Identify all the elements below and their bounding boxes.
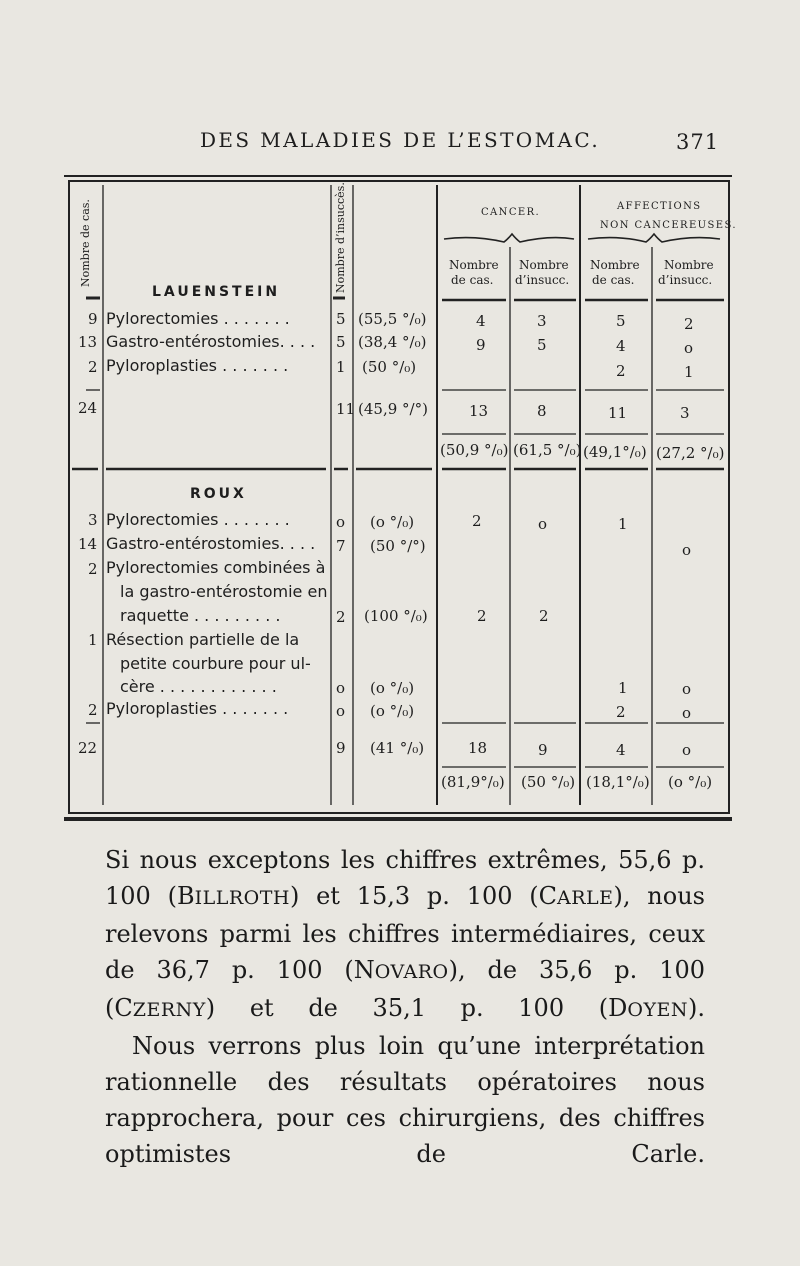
surname-smallcaps: ILLROTH [194, 887, 290, 909]
cell-insucces: 7 [336, 537, 346, 555]
cell-cas: 1 [88, 631, 98, 649]
cell-affections-insucc: o [682, 541, 692, 559]
header-nombre-de-cas: Nombre de cas. [79, 199, 92, 287]
cell-cancer-cas: 18 [468, 739, 488, 757]
cell-affections-insucc: o [682, 704, 692, 722]
paragraph [105, 842, 705, 1028]
cell-label: Pylorectomies . . . . . . . [106, 309, 290, 328]
cell-affections-insucc: 1 [684, 363, 694, 381]
text-run: ) et 15,3 p. 100 ( [289, 882, 539, 910]
surname-initial: B [176, 882, 195, 910]
surname-initial: C [114, 994, 133, 1022]
cell-insucces: o [336, 513, 346, 531]
page-header [0, 128, 800, 164]
cell-percent: (50 °/°) [370, 537, 426, 555]
cell-cancer-insucc: 8 [537, 402, 547, 420]
cell-cas: 2 [88, 358, 98, 376]
cell-label: la gastro-entérostomie en [120, 582, 328, 601]
cell-affections-cas: 11 [608, 404, 628, 422]
cell-label: Pylorectomies combinées à [106, 558, 326, 577]
cell-affections-cas-percent: (18,1°/₀) [586, 773, 650, 791]
cell-cas: 9 [88, 310, 98, 328]
cell-cas: 13 [78, 333, 98, 351]
cell-cancer-cas: 13 [469, 402, 489, 420]
cell-cancer-cas: 9 [476, 336, 486, 354]
surname-initial: D [608, 994, 628, 1022]
cell-percent: (o °/₀) [370, 702, 415, 720]
text-run: ). [688, 994, 705, 1022]
cell-affections-insucc-percent: (27,2 °/₀) [656, 444, 725, 462]
cell-insucces: 9 [336, 739, 346, 757]
cell-insucces: 5 [336, 310, 346, 328]
cell-affections-insucc-percent: (o °/₀) [668, 773, 713, 791]
surname-smallcaps: OVARO [374, 961, 449, 983]
cell-cas: 2 [88, 560, 98, 578]
cell-cancer-insucc-percent: (50 °/₀) [521, 773, 576, 791]
cell-percent: (o °/₀) [370, 679, 415, 697]
cell-cancer-insucc: 3 [537, 312, 547, 330]
subheader-affections-de-cas: de cas. [592, 273, 635, 287]
subheader-cancer-insucc-nombre: Nombre [519, 258, 569, 272]
cell-cancer-cas: 4 [476, 312, 486, 330]
section-title-roux: ROUX [190, 486, 247, 502]
cell-label: raquette . . . . . . . . . [120, 606, 281, 625]
cell-insucces: 5 [336, 333, 346, 351]
cell-percent: (o °/₀) [370, 513, 415, 531]
cell-cancer-cas: 2 [477, 607, 487, 625]
surname-smallcaps: ZERNY [132, 999, 206, 1021]
surname-smallcaps: ARLE [557, 887, 614, 909]
surname-initial: C [538, 882, 558, 910]
cell-affections-insucc: o [682, 680, 692, 698]
text-run: ), nous relevons parmi les chiffres intermédiaires, ceux de 36,7 p. 100 ( [105, 882, 705, 984]
subheader-cancer-nombre: Nombre [449, 258, 499, 272]
cell-affections-insucc: o [682, 741, 692, 759]
cell-affections-insucc: 2 [684, 315, 694, 333]
cell-label: cère . . . . . . . . . . . . [120, 677, 277, 696]
cell-affections-insucc: o [684, 339, 694, 357]
cell-insucces: 1 [336, 358, 346, 376]
cell-cancer-insucc: 2 [539, 607, 549, 625]
cell-percent: (50 °/₀) [362, 358, 417, 376]
cell-cancer-insucc: 9 [538, 741, 548, 759]
page-number: 371 [676, 130, 720, 154]
text-run: ) et de 35,1 p. 100 ( [205, 994, 609, 1022]
cell-affections-cas: 4 [616, 337, 626, 355]
cell-percent: (100 °/₀) [364, 607, 428, 625]
cell-label: Pyloroplasties . . . . . . . [106, 356, 289, 375]
cell-cas: 3 [88, 511, 98, 529]
cell-insucces: o [336, 702, 346, 720]
cell-cas: 14 [78, 535, 98, 553]
cell-cancer-insucc: 5 [537, 336, 547, 354]
cell-affections-cas-percent: (49,1°/₀) [583, 443, 647, 461]
cell-percent: (55,5 °/₀) [358, 310, 427, 328]
cell-affections-cas: 1 [618, 515, 628, 533]
subheader-cancer-dinsucc: d’insucc. [515, 273, 570, 287]
cell-label: Gastro-entérostomies. . . . [106, 534, 316, 553]
cell-label: petite courbure pour ul- [120, 654, 311, 673]
cell-cas: 2 [88, 701, 98, 719]
surname-initial: N [353, 956, 375, 984]
header-affections-line2: NON CANCEREUSES. [600, 220, 737, 231]
cell-affections-cas: 2 [616, 362, 626, 380]
cell-cancer-cas-percent: (50,9 °/₀) [440, 441, 509, 459]
subheader-affections-dinsucc: d’insucc. [658, 273, 713, 287]
cell-cancer-cas-percent: (81,9°/₀) [441, 773, 505, 791]
subheader-cancer-de-cas: de cas. [451, 273, 494, 287]
cell-label: Résection partielle de la [106, 630, 300, 649]
subheader-affections-nombre: Nombre [590, 258, 640, 272]
cell-insucces: 11 [336, 400, 356, 418]
section-title-lauenstein: LAUENSTEIN [152, 284, 281, 300]
cell-insucces: o [336, 679, 346, 697]
cell-label: Pylorectomies . . . . . . . [106, 510, 290, 529]
text-run: Si nous exceptons les chiffres extrêmes, 55,6 p. 100 ( [105, 846, 705, 910]
body-text [105, 842, 705, 1172]
cell-label: Gastro-entérostomies. . . . [106, 332, 316, 351]
cell-cas: 24 [78, 399, 98, 417]
running-title: DES MALADIES DE L’ESTOMAC. [200, 128, 601, 152]
cell-percent: (38,4 °/₀) [358, 333, 427, 351]
cell-cas: 22 [78, 739, 98, 757]
cell-insucces: 2 [336, 608, 346, 626]
cell-affections-cas: 2 [616, 703, 626, 721]
cell-affections-cas: 4 [616, 741, 626, 759]
header-nombre-insucces: Nombre d’insuccès. [334, 182, 347, 293]
text-run: ), de 35,6 p. 100 ( [105, 956, 705, 1022]
header-cancer: CANCER. [481, 207, 541, 218]
cell-cancer-insucc-percent: (61,5 °/₀) [513, 441, 582, 459]
subheader-affections-insucc-nombre: Nombre [664, 258, 714, 272]
header-affections-line1: AFFECTIONS [617, 201, 702, 212]
cell-cancer-cas: 2 [472, 512, 482, 530]
paragraph: Nous verrons plus loin qu’une interprétation rationnelle des résultats opératoires nous rapprochera, pour ces chirurgiens, des chiffres optimistes de Carle. [105, 1032, 705, 1168]
surname-smallcaps: OYEN [627, 999, 688, 1021]
cell-affections-cas: 1 [618, 679, 628, 697]
cell-percent: (41 °/₀) [370, 739, 425, 757]
cell-cancer-insucc: o [538, 515, 548, 533]
statistics-table [64, 175, 737, 821]
cell-affections-cas: 5 [616, 312, 626, 330]
cell-percent: (45,9 °/°) [358, 400, 428, 418]
cell-affections-insucc: 3 [680, 404, 690, 422]
cell-label: Pyloroplasties . . . . . . . [106, 699, 289, 718]
